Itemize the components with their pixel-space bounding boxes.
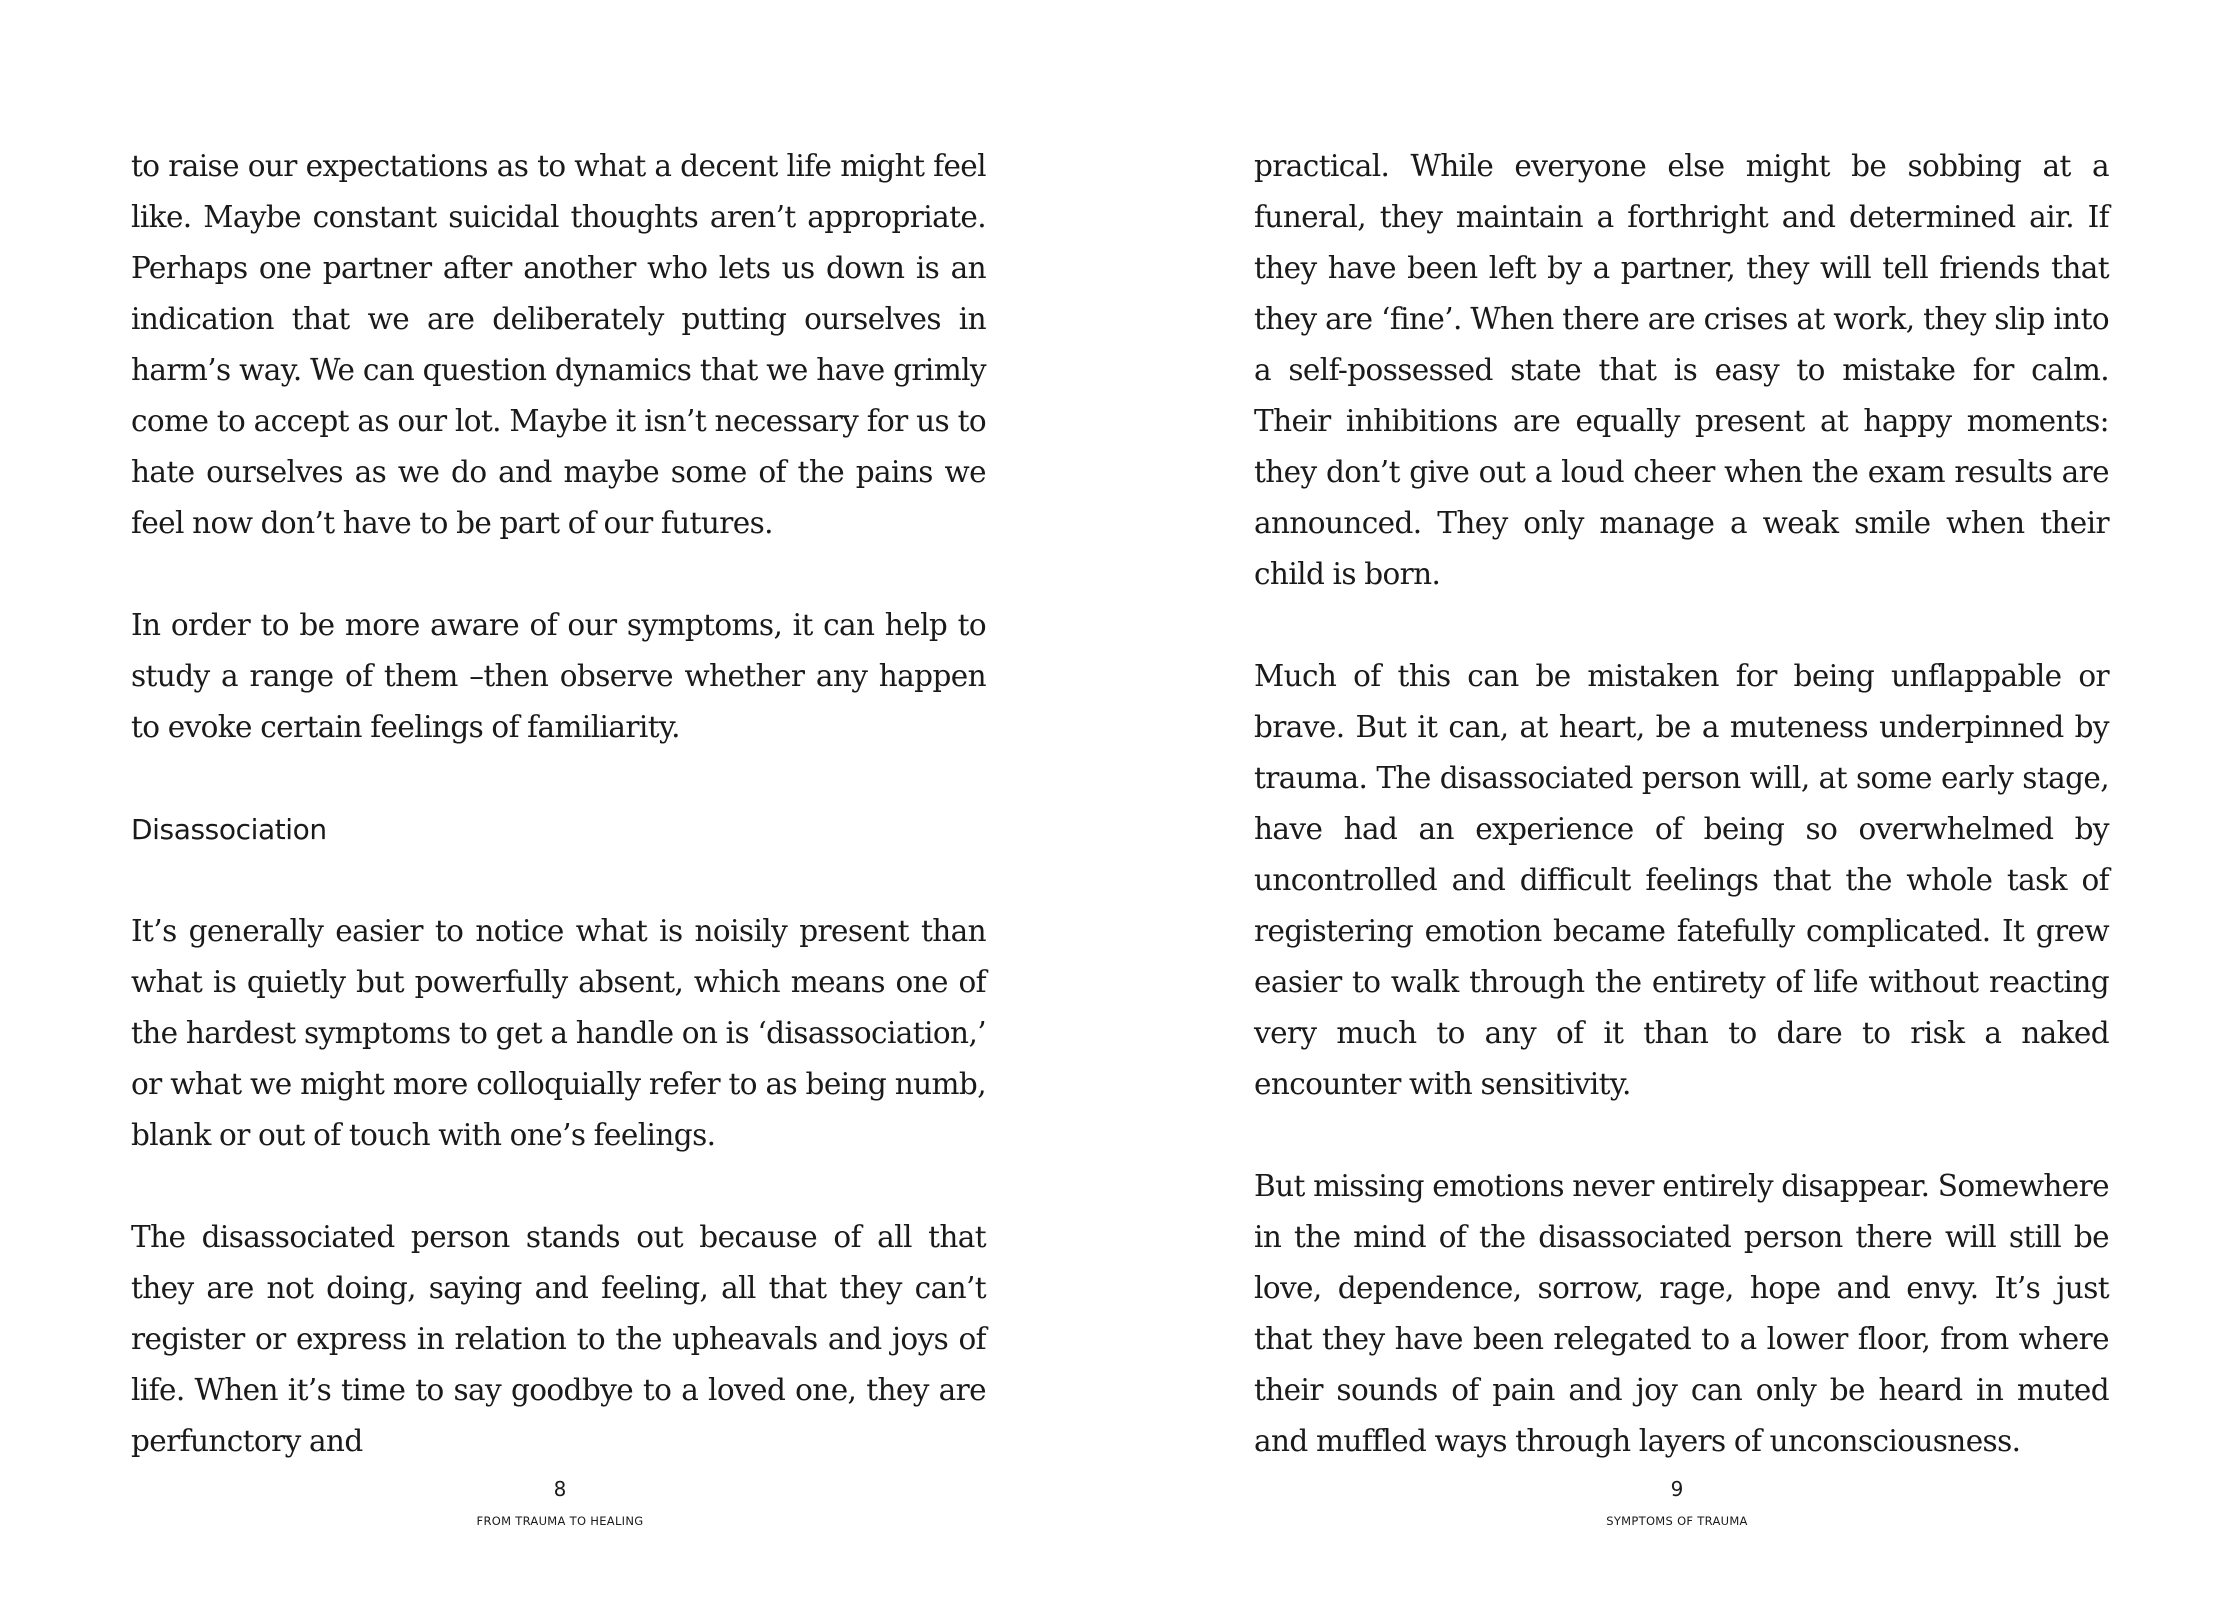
running-head: SYMPTOMS OF TRAUMA	[1606, 1514, 1748, 1528]
left-folio	[0, 1476, 1120, 1528]
right-text-column	[1254, 141, 2109, 1518]
body-paragraph: It’s generally easier to notice what is noisily present than what is quietly but powerfully absent, which means one of the hardest symptoms to get a handle on is ‘disassociation,’ or what we might more colloquially refer to as being numb, blank or out of touch with one’s feelings.	[131, 914, 986, 1152]
running-head: FROM TRAUMA TO HEALING	[476, 1514, 644, 1528]
body-paragraph: The disassociated person stands out because of all that they are not doing, saying and feeling, all that they can’t register or express in relation to the upheavals and joys of life. When it’s time to say goodbye to a loved one, they are perfunctory and	[131, 1220, 986, 1458]
left-page	[0, 0, 1112, 1600]
body-paragraph: practical. While everyone else might be sobbing at a funeral, they maintain a forthright and determined air. If they have been left by a partner, they will tell friends that they are ‘fine’. When there are crises at work, they slip into a self-possessed state that is easy to mistake for calm. Their inhibitions are equally present at happy moments: they don’t give out a loud cheer when the exam results are announced. They only manage a weak smile when their child is born.	[1254, 149, 2109, 591]
left-text-column	[131, 141, 986, 1518]
body-paragraph: Much of this can be mistaken for being unflappable or brave. But it can, at heart, be a muteness underpinned by trauma. The disassociated person will, at some early stage, have had an experience of being so overwhelmed by uncontrolled and difficult feelings that the whole task of registering emotion became fatefully complicated. It grew easier to walk through the entirety of life without reacting very much to any of it than to dare to risk a naked encounter with sensitivity.	[1254, 659, 2109, 1101]
right-folio	[1112, 1476, 2225, 1528]
page-number: 8	[553, 1477, 567, 1501]
section-heading: Disassociation	[131, 813, 327, 846]
body-paragraph: to raise our expectations as to what a decent life might feel like. Maybe constant suicidal thoughts aren’t appropriate. Perhaps one partner after another who lets us down is an indication that we are deliberately putting ourselves in harm’s way. We can question dynamics that we have grimly come to accept as our lot. Maybe it isn’t necessary for us to hate ourselves as we do and maybe some of the pains we feel now don’t have to be part of our futures.	[131, 149, 986, 540]
body-paragraph: But missing emotions never entirely disappear. Somewhere in the mind of the disassociated person there will still be love, dependence, sorrow, rage, hope and envy. It’s just that they have been relegated to a lower floor, from where their sounds of pain and joy can only be heard in muted and muffled ways through layers of unconsciousness.	[1254, 1169, 2109, 1458]
page-number: 9	[1670, 1477, 1684, 1501]
right-page	[1112, 0, 2225, 1600]
body-paragraph: In order to be more aware of our symptoms, it can help to study a range of them –then observe whether any happen to evoke certain feelings of familiarity.	[131, 608, 986, 744]
